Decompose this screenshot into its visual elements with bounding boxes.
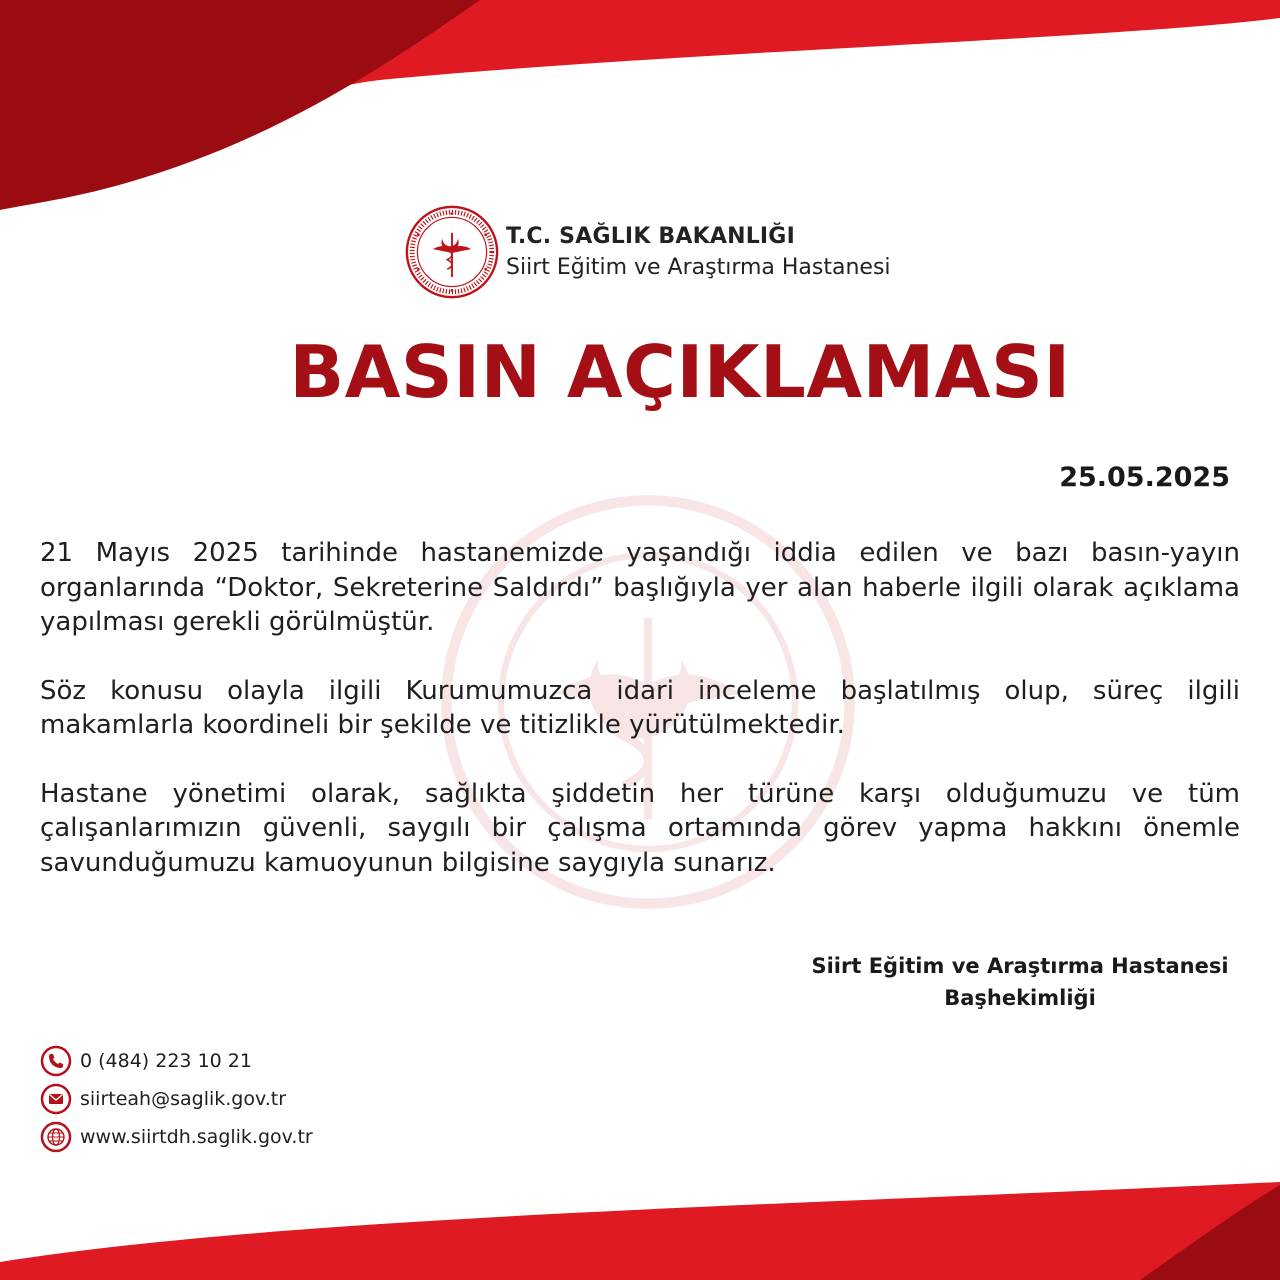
paragraph-1: 21 Mayıs 2025 tarihinde hastanemizde yaşandığı iddia edilen ve bazı basın-yayın organlarında “Doktor, Sekreterine Saldırdı” başlığıyla yer alan haberle ilgili olarak açıklama yapılması gerekli görülmüştür. bbox=[40, 538, 1240, 637]
phone-text: 0 (484) 223 10 21 bbox=[80, 1050, 252, 1072]
email-text: siirteah@saglik.gov.tr bbox=[80, 1088, 287, 1110]
signature-line-2: Başhekimliği bbox=[944, 986, 1096, 1010]
contact-phone bbox=[40, 1042, 313, 1080]
globe-icon bbox=[40, 1121, 72, 1153]
top-wave-dark bbox=[0, 0, 480, 210]
org-title: T.C. SAĞLIK BAKANLIĞI bbox=[506, 224, 795, 249]
phone-icon bbox=[40, 1045, 72, 1077]
header bbox=[404, 204, 891, 300]
signature-line-1: Siirt Eğitim ve Araştırma Hastanesi bbox=[811, 954, 1229, 978]
body-text bbox=[40, 536, 1240, 914]
contact-web bbox=[40, 1118, 313, 1156]
web-text: www.siirtdh.saglik.gov.tr bbox=[80, 1126, 313, 1148]
ministry-seal-icon bbox=[404, 204, 500, 300]
release-date: 25.05.2025 bbox=[1059, 462, 1230, 493]
page-title-text: BASIN AÇIKLAMASI bbox=[289, 330, 1071, 414]
bottom-wave-bright bbox=[0, 1182, 1280, 1280]
paragraph-2: Söz konusu olayla ilgili Kurumumuzca idari inceleme başlatılmış olup, süreç ilgili makamlarla koordineli bir şekilde ve titizlikle yürütülmektedir. bbox=[40, 675, 1240, 740]
paragraph-3: Hastane yönetimi olarak, sağlıkta şiddetin her türüne karşı olduğumuzu ve tüm çalışanlarımızın güvenli, saygılı bir çalışma ortamında görev yapma hakkını önemle savunduğumuzu kamuoyunun bilgisine saygıyla sunarız. bbox=[40, 778, 1240, 878]
contact-info bbox=[40, 1042, 313, 1156]
contact-email bbox=[40, 1080, 313, 1118]
page-title bbox=[0, 330, 1280, 414]
mail-icon bbox=[40, 1083, 72, 1115]
signature bbox=[780, 950, 1260, 1014]
org-subtitle: Siirt Eğitim ve Araştırma Hastanesi bbox=[506, 255, 891, 280]
